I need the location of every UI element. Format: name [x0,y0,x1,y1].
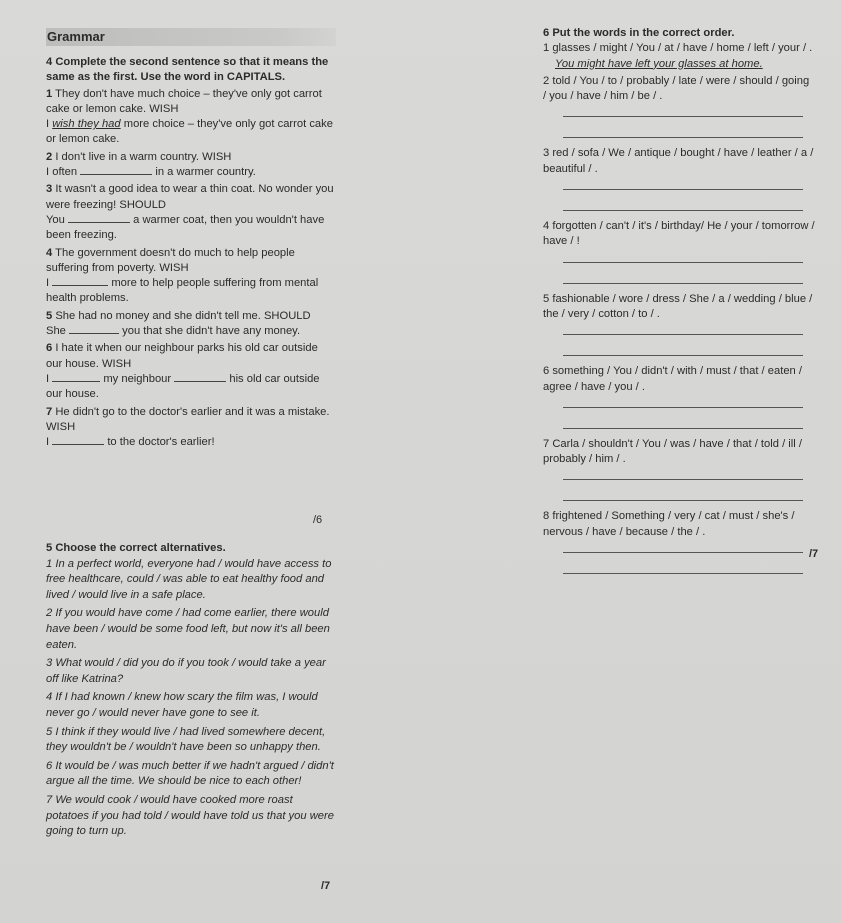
s4-item-6-text: I hate it when our neighbour parks his old car outside our house. WISH [46,342,318,370]
s4-item-4-answer-pre: I [46,277,53,290]
s5-item-2: 2 If you would have come / had come earlier, there would have been / would be some food left, but now it's all been eaten. [46,607,330,651]
s6-item-3-text: 3 red / sofa / We / antique / bought / have / leather / a / beautiful / . [543,147,814,175]
s5-item-6: 6 It would be / was much better if we hadn't argued / didn't argue all the time. We should be nice to each other! [46,759,334,788]
section-6-score: /7 [809,548,819,560]
grammar-heading: Grammar [46,28,336,46]
s6-item-3-line-1[interactable] [563,177,803,190]
s4-item-5-text: She had no money and she didn't tell me. SHOULD [55,309,311,322]
s4-item-3 [46,182,336,243]
s6-item-8-line-2[interactable] [563,561,803,574]
section-4-title: 4 Complete the second sentence so that it means the same as the first. Use the word in CAPITALS. [46,56,329,84]
s4-item-2-answer-post: in a warmer country. [152,166,256,179]
s5-item-3: 3 What would / did you do if you took / would take a year off like Katrina? [46,657,326,685]
s4-item-1 [46,87,336,148]
s6-item-2-line-1[interactable] [563,104,803,117]
s4-item-4 [46,246,336,307]
section-5-title: 5 Choose the correct alternatives. [46,542,226,554]
s4-item-6-blank-2[interactable] [174,381,226,382]
s4-item-2-text: I don't live in a warm country. WISH [55,150,232,163]
s5-item-1: 1 In a perfect world, everyone had / would have access to free healthcare, could / was able to eat healthy food and lived / would live in a safe place. [46,557,332,601]
s5-item-5: 5 I think if they would live / had lived somewhere decent, they wouldn't be / wouldn't have been so unhappy then. [46,725,326,754]
s4-item-4-number: 4 [46,246,53,259]
s4-item-5-answer-post: you that she didn't have any money. [119,325,301,338]
s5-item-4: 4 If I had known / knew how scary the film was, I would never go / would never have gone to see it. [46,691,318,719]
s4-item-4-text: The government doesn't do much to help people suffering from poverty. WISH [46,246,295,274]
s6-item-1-text: 1 glasses / might / You / at / have / home / left / your / . [543,42,813,55]
s4-item-2 [46,150,336,181]
s4-item-2-answer-pre: I often [46,166,81,179]
s6-item-3 [543,146,815,211]
s4-item-7 [46,405,336,451]
s6-item-5-line-1[interactable] [563,322,803,335]
s6-item-5-text: 5 fashionable / wore / dress / She / a / wedding / blue / the / very / cotton / to / . [543,292,813,320]
s6-item-5 [543,292,815,357]
s4-item-5 [46,309,336,340]
s6-item-5-line-2[interactable] [563,343,803,356]
s4-item-5-answer-pre: She [46,325,70,338]
s6-item-4-text: 4 forgotten / can't / it's / birthday/ He / your / tomorrow / have / ! [543,220,815,248]
s4-item-4-blank[interactable] [52,285,108,286]
s4-item-4-answer-post: more to help people suffering from mental health problems. [46,277,319,305]
section-5 [46,541,336,843]
section-5-score: /7 [321,880,331,892]
s4-item-2-number: 2 [46,150,53,163]
s4-item-3-answer-post: a warmer coat, then you wouldn't have been freezing. [46,213,325,242]
s4-item-1-answer-fill[interactable]: wish they had [52,118,121,131]
s6-item-1 [543,41,815,72]
s6-item-6-line-1[interactable] [563,395,803,408]
s4-item-6-blank-1[interactable] [52,381,100,382]
s6-item-4 [543,219,815,284]
s5-item-7: 7 We would cook / would have cooked more roast potatoes if you had told / would have told us that you were going to turn up. [46,793,334,838]
section-4-score: /6 [313,514,323,526]
s4-item-6 [46,341,336,402]
s6-item-8 [543,509,815,574]
s4-item-1-number: 1 [46,87,53,100]
s4-item-1-answer-pre: I [46,118,53,131]
s6-item-4-line-2[interactable] [563,271,803,284]
s6-item-7-text: 7 Carla / shouldn't / You / was / have / that / told / ill / probably / him / . [543,437,802,466]
s6-item-8-line-1[interactable] [563,540,803,553]
s6-item-1-answer[interactable]: You might have left your glasses at home. [555,57,763,70]
s4-item-1-answer-post: more choice – they've only got carrot cake or lemon cake. [46,118,333,146]
s6-item-4-line-1[interactable] [563,250,803,263]
s6-item-7-line-2[interactable] [563,488,803,501]
s4-item-2-blank[interactable] [80,174,152,175]
s6-item-6-line-2[interactable] [563,416,803,429]
s4-item-7-number: 7 [46,405,53,418]
s4-item-7-blank[interactable] [52,444,104,445]
s4-item-7-text: He didn't go to the doctor's earlier and it was a mistake. WISH [46,405,330,433]
s6-item-2-text: 2 told / You / to / probably / late / were / should / going / you / have / him / be / . [543,74,810,103]
s6-item-7 [543,437,815,502]
s4-item-3-number: 3 [46,183,53,196]
s4-item-5-number: 5 [46,309,53,322]
s4-item-5-blank[interactable] [69,333,119,334]
s4-item-6-answer-mid: my neighbour [100,372,175,385]
s4-item-7-answer-post: to the doctor's earlier! [104,436,215,449]
s4-item-3-blank[interactable] [68,222,130,223]
s4-item-3-text: It wasn't a good idea to wear a thin coat. No wonder you were freezing! SHOULD [46,183,334,211]
s6-item-8-text: 8 frightened / Something / very / cat / must / she's / nervous / have / because / the / . [543,510,795,538]
s6-item-6 [543,364,815,429]
s6-item-7-line-1[interactable] [563,467,803,480]
section-6-title: 6 Put the words in the correct order. [543,27,735,39]
s6-item-2 [543,74,815,139]
s6-item-3-line-2[interactable] [563,198,803,211]
s4-item-6-answer-post: his old car outside our house. [46,372,320,401]
s6-item-2-line-2[interactable] [563,125,803,138]
s4-item-7-answer-pre: I [46,436,53,449]
s4-item-6-number: 6 [46,342,53,355]
s4-item-3-answer-pre: You [46,213,68,226]
s4-item-1-text: They don't have much choice – they've only got carrot cake or lemon cake. WISH [46,87,322,115]
left-column [46,28,336,452]
s4-item-6-answer-pre: I [46,372,53,385]
s6-item-6-text: 6 something / You / didn't / with / must / that / eaten / agree / have / you / . [543,365,802,393]
right-column [543,26,815,582]
